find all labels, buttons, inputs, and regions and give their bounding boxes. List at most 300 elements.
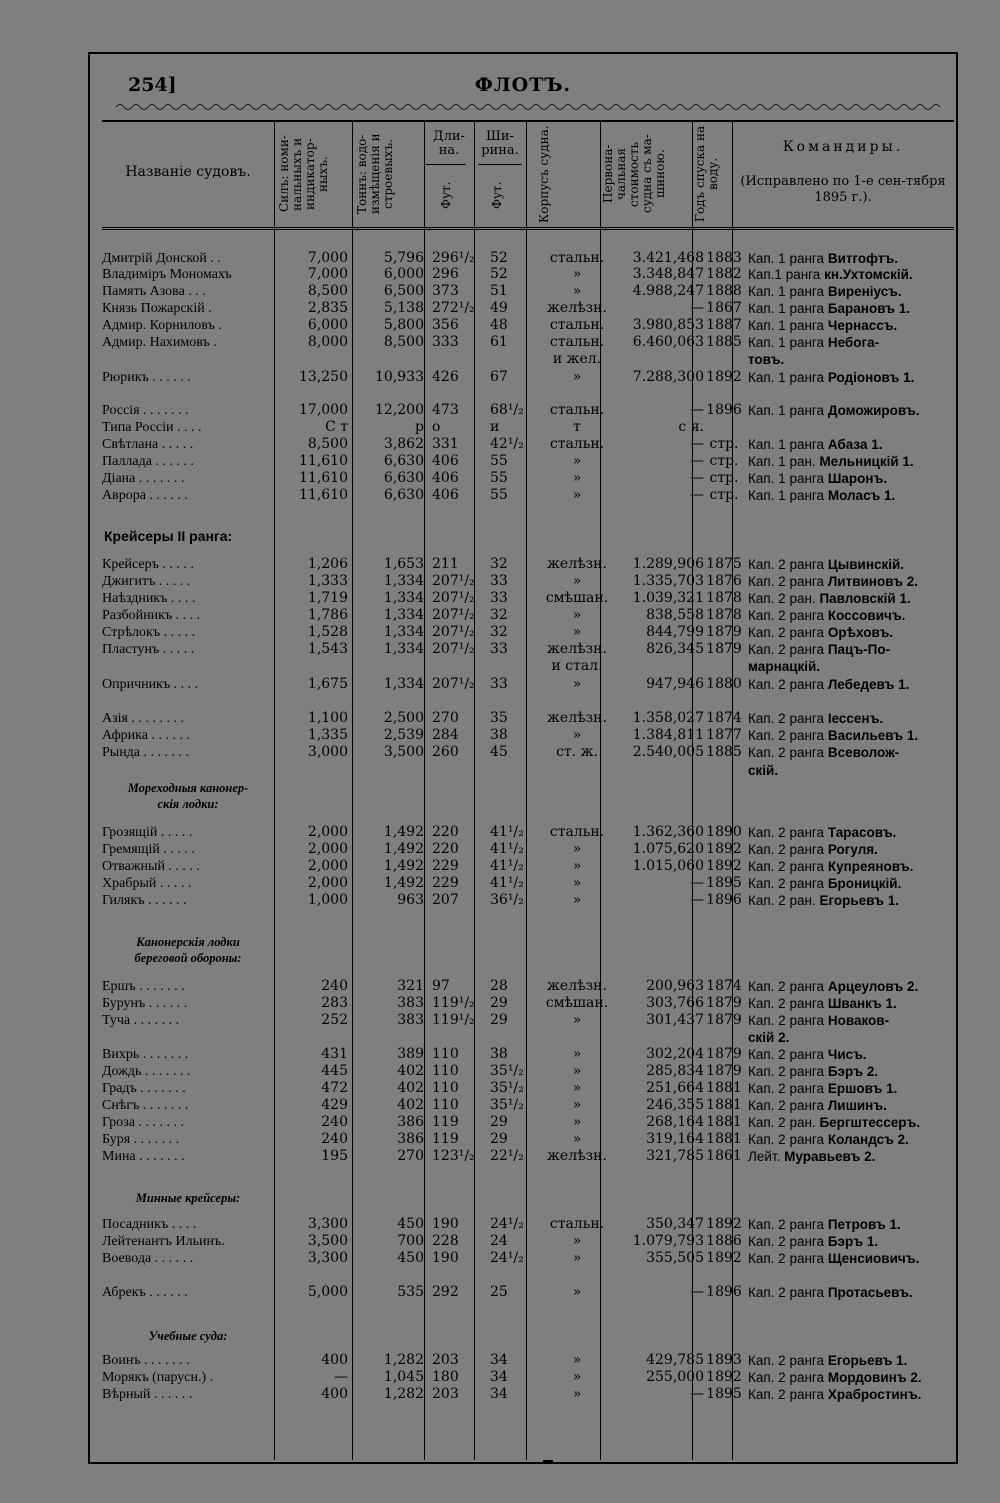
cell-hp: С т [325, 419, 348, 435]
page-number: 254] [128, 74, 177, 96]
table-row [102, 1216, 954, 1233]
cell-year: 1874 [706, 710, 742, 726]
cell-year: 1881 [706, 1080, 742, 1096]
cell-tons: 402 [397, 1097, 424, 1113]
commander-rank: Кап. 1 ранга [748, 301, 825, 316]
cell-hull: » [572, 1233, 582, 1249]
cell-hull: » [572, 875, 582, 891]
table-row [102, 453, 954, 470]
commander-rank: Кап. 2 ранга [748, 876, 825, 891]
commander-name: Витгофтъ. [827, 251, 899, 266]
commander-name: Родіоновъ 1. [827, 370, 915, 385]
cell-name: Князь Пожарскій . [102, 301, 212, 316]
cell-w: 41¹/₂ [490, 858, 524, 874]
cell-hull: » [572, 892, 582, 908]
commander-rank: Кап. 1 ранга [748, 471, 825, 486]
cell-hull: » [572, 858, 582, 874]
cell-year: 1886 [706, 1233, 742, 1249]
cell-hp: 252 [321, 1012, 348, 1028]
cell-len: 110 [432, 1063, 459, 1079]
cell-cost: — [690, 487, 704, 503]
cell-cost: 268,164 [646, 1114, 704, 1130]
cell-name: Туча . . . . . . . [102, 1013, 180, 1028]
cell-commander [748, 436, 968, 453]
cell-w: и [490, 419, 500, 435]
commander-rank: Кап. 2 ран. [748, 591, 816, 606]
cell-len: 203 [432, 1352, 459, 1368]
cell-len: 119 [432, 1131, 459, 1147]
cell-year: стр. [709, 436, 739, 452]
table-row [102, 1352, 954, 1369]
cell-name: Ершъ . . . . . . . [102, 979, 185, 994]
cell-len: 207¹/₂ [432, 641, 475, 657]
commander-name: Петровъ 1. [827, 1217, 901, 1232]
cell-year: 1892 [706, 1216, 742, 1232]
commander-name: Шванкъ 1. [827, 996, 897, 1011]
commander-rank: Кап. 2 ранга [748, 996, 825, 1011]
cell-year: 1875 [706, 556, 742, 572]
cell-year: 1892 [706, 841, 742, 857]
table-row [102, 892, 954, 909]
cell-year: 1896 [706, 892, 742, 908]
commander-name: Арцеуловъ 2. [827, 979, 919, 994]
cell-hull: стальн. [549, 334, 605, 350]
cell-hull: » [572, 1250, 582, 1266]
cell-hull: » [572, 1097, 582, 1113]
commander-name: Шаронъ. [827, 471, 888, 486]
cell-hull: желѣзн. [547, 556, 607, 572]
cell-len: 260 [432, 744, 459, 760]
cell-tons: 383 [397, 1012, 424, 1028]
cell-hp: 431 [321, 1046, 348, 1062]
cell-name: Наѣздникъ . . . . [102, 591, 196, 606]
cell-tons: 8,500 [383, 334, 424, 350]
cell-name: Опричникъ . . . . [102, 677, 199, 692]
cell-year: 1892 [706, 858, 742, 874]
cell-hp: 472 [321, 1080, 348, 1096]
col-header-width-unit: Фут. [490, 181, 504, 209]
cell-cost: 838,558 [646, 607, 704, 623]
cell-tons: 386 [397, 1114, 424, 1130]
cell-len: 110 [432, 1046, 459, 1062]
cell-hp: 445 [321, 1063, 348, 1079]
cell-year: 1867 [706, 300, 742, 316]
cell-cost: 302,204 [646, 1046, 704, 1062]
cell-commander [748, 1012, 968, 1029]
cell-commander [748, 1046, 968, 1063]
cell-commander [748, 624, 968, 641]
cell-tons: 535 [397, 1284, 424, 1300]
cell-len: 207¹/₂ [432, 676, 475, 692]
section-training-ships: Учебные суда: [148, 1329, 228, 1343]
cell-hp: — [334, 1369, 348, 1385]
cell-w: 33 [490, 641, 508, 657]
cell-len: 119 [432, 1114, 459, 1130]
commander-rank: Кап. 2 ранга [748, 1234, 825, 1249]
cell-cost: 947,946 [646, 676, 704, 692]
commander-name: Ершовъ 1. [827, 1081, 898, 1096]
cell-hull: » [572, 283, 582, 299]
cell-commander [748, 1250, 968, 1267]
cell-len: 272¹/₂ [432, 300, 475, 316]
commander-name: Муравьевъ 2. [784, 1149, 876, 1164]
commander-rank: Кап. 2 ранга [748, 1098, 825, 1113]
table-row [102, 436, 954, 453]
cell-year: 1892 [706, 1250, 742, 1266]
table-row [102, 1080, 954, 1097]
col-header-cost: Первона-чальная стоимость судна съ ма-шиною. [601, 134, 667, 214]
cell-year: 1879 [706, 1012, 742, 1028]
cell-hp: 2,000 [307, 824, 348, 840]
col-header-commanders: Командиры. [782, 139, 904, 155]
cell-len: 97 [432, 978, 450, 994]
table-row [102, 1386, 954, 1403]
cell-year: 1882 [706, 266, 742, 282]
commander-name: Рогуля. [827, 842, 878, 857]
table-row [102, 710, 954, 727]
cell-tons: 10,933 [375, 369, 424, 385]
decorative-rule [116, 102, 940, 112]
cell-len: 190 [432, 1250, 459, 1266]
cell-cost: 1.358,027 [632, 710, 704, 726]
table-row [102, 1369, 954, 1386]
table-row [102, 1284, 954, 1301]
cell-tons: 402 [397, 1063, 424, 1079]
cell-tons: 5,796 [383, 250, 424, 266]
cell-cost: 285,834 [646, 1063, 704, 1079]
cell-commander [748, 283, 968, 300]
cell-commander [748, 1131, 968, 1148]
cell-hp: 1,719 [307, 590, 348, 606]
cell-cost: 251,664 [646, 1080, 704, 1096]
cell-commander [748, 369, 968, 386]
cell-hull: и жел. [552, 351, 602, 367]
cell-cost: 1.079,793 [632, 1233, 704, 1249]
cell-commander [748, 556, 968, 573]
cell-year: 1892 [706, 1369, 742, 1385]
cell-name: Джигитъ . . . . . [102, 574, 191, 589]
commander-rank: Кап. 2 ранга [748, 1285, 825, 1300]
cell-cost: — [690, 875, 704, 891]
cell-hp: 400 [321, 1386, 348, 1402]
cell-cost: 1.015,060 [632, 858, 704, 874]
table-row [102, 317, 954, 334]
cell-cost: 321,785 [646, 1148, 704, 1164]
cell-commander [748, 300, 968, 317]
cell-w: 45 [490, 744, 508, 760]
cell-w: 29 [490, 995, 508, 1011]
cell-w: 34 [490, 1352, 508, 1368]
cell-name: Пластунъ . . . . . [102, 642, 195, 657]
cell-commander [748, 658, 968, 675]
cell-name: Типа Россіи . . . . [102, 420, 202, 435]
cell-hp: 3,000 [307, 744, 348, 760]
cell-year: стр. [709, 453, 739, 469]
cell-commander [748, 317, 968, 334]
cell-cost: 1.384,811 [632, 727, 704, 743]
commander-name: Іессенъ. [827, 711, 884, 726]
cell-name: Абрекъ . . . . . . [102, 1285, 188, 1300]
cell-hp: 6,000 [307, 317, 348, 333]
cell-year: 1890 [706, 824, 742, 840]
cell-name: Стрѣлокъ . . . . . [102, 625, 196, 640]
commander-rank: Кап. 2 ранга [748, 745, 825, 760]
col-header-year: Годъ спуска на воду. [693, 125, 720, 223]
cell-name: Азія . . . . . . . . [102, 711, 184, 726]
cell-hull: » [572, 1386, 582, 1402]
commander-rank: Кап. 2 ранга [748, 728, 825, 743]
cell-hull: желѣзн. [547, 300, 607, 316]
cell-year: 1896 [706, 402, 742, 418]
cell-commander [748, 1233, 968, 1250]
commander-rank: Кап.1 ранга [748, 267, 821, 282]
cell-hp: 2,000 [307, 858, 348, 874]
cell-year: стр. [709, 470, 739, 486]
cell-hull: » [572, 1284, 582, 1300]
cell-hp: 195 [321, 1148, 348, 1164]
cell-year: 1893 [706, 1352, 742, 1368]
table-row [102, 1250, 954, 1267]
cell-name: Грозящій . . . . . [102, 825, 193, 840]
cell-tons: 1,334 [383, 624, 424, 640]
cell-len: 119¹/₂ [432, 995, 475, 1011]
commander-name: Моласъ 1. [827, 488, 896, 503]
table-row [102, 841, 954, 858]
cell-len: 207¹/₂ [432, 573, 475, 589]
commander-name: Храбростинъ. [827, 1387, 922, 1402]
cell-w: 34 [490, 1369, 508, 1385]
cell-tons: 383 [397, 995, 424, 1011]
cell-hp: 7,000 [307, 250, 348, 266]
cell-commander [748, 573, 968, 590]
cell-year: 1883 [706, 250, 742, 266]
cell-commander [748, 995, 968, 1012]
cell-tons: 6,000 [383, 266, 424, 282]
cell-commander [748, 1386, 968, 1403]
commander-name: Васильевъ 1. [827, 728, 919, 743]
cell-name: Мина . . . . . . . [102, 1149, 185, 1164]
length-unit-rule [424, 164, 466, 165]
cell-hp: 2,835 [307, 300, 348, 316]
cell-year: 1876 [706, 573, 742, 589]
cell-year: 1879 [706, 624, 742, 640]
cell-year: 1896 [706, 1284, 742, 1300]
cell-cost: 1.289,906 [632, 556, 704, 572]
cell-commander [748, 1063, 968, 1080]
width-unit-rule [478, 164, 522, 165]
cell-cost: 303,766 [646, 995, 704, 1011]
cell-hull: стальн. [549, 402, 605, 418]
cell-hp: 3,300 [307, 1250, 348, 1266]
cell-commander [748, 351, 968, 368]
cell-cost: — [690, 470, 704, 486]
cell-tons: 700 [397, 1233, 424, 1249]
cell-tons: 6,630 [383, 453, 424, 469]
commander-name: Бэръ 1. [827, 1234, 879, 1249]
cell-len: 211 [432, 556, 459, 572]
cell-cost: 826,345 [646, 641, 704, 657]
cell-w: 49 [490, 300, 508, 316]
table-header-rule [102, 227, 954, 230]
cell-name: Гилякъ . . . . . . [102, 893, 187, 908]
cell-w: 51 [490, 283, 508, 299]
cell-name: Снѣгъ . . . . . . . [102, 1098, 189, 1113]
cell-name: Африка . . . . . . [102, 728, 190, 743]
cell-tons: 450 [397, 1216, 424, 1232]
cell-commander [748, 978, 968, 995]
cell-len: 220 [432, 841, 459, 857]
cell-cost: 2.540,005 [632, 744, 704, 760]
cell-tons: 6,630 [383, 487, 424, 503]
cell-hull: » [572, 470, 582, 486]
cell-commander [748, 266, 968, 283]
cell-year: 1887 [706, 317, 742, 333]
cell-name: Память Азова . . . [102, 284, 206, 299]
cell-name: Россія . . . . . . . [102, 403, 189, 418]
commander-name: Егорьевъ 1. [827, 1353, 908, 1368]
cell-len: 110 [432, 1080, 459, 1096]
cell-w: 55 [490, 487, 508, 503]
cell-w: 32 [490, 607, 508, 623]
table-row [102, 250, 954, 267]
col-header-commanders-note: (Исправлено по 1-е сен-тября 1895 г.). [740, 174, 946, 205]
table-row [102, 744, 954, 761]
cell-tons: р [415, 419, 424, 435]
cell-tons: 270 [397, 1148, 424, 1164]
cell-cost: — [690, 1284, 704, 1300]
cell-hp: 11,610 [299, 470, 348, 486]
cell-tons: 1,653 [383, 556, 424, 572]
table-row [102, 470, 954, 487]
cell-hull: » [572, 676, 582, 692]
cell-len: о [432, 419, 441, 435]
cell-w: 24 [490, 1233, 508, 1249]
section-cruisers-2: Крейсеры II ранга: [104, 528, 233, 544]
cell-commander [748, 487, 968, 504]
cell-hp: 17,000 [299, 402, 348, 418]
cell-hull: стальн. [549, 1216, 605, 1232]
cell-len: 473 [432, 402, 459, 418]
cell-w: 35¹/₂ [490, 1097, 524, 1113]
col-header-width: Ши-рина. [481, 129, 519, 158]
cell-hull: стальн. [549, 824, 605, 840]
cell-tons: 3,500 [383, 744, 424, 760]
cell-commander [748, 762, 968, 779]
cell-tons: 1,492 [383, 858, 424, 874]
section-seagoing-gunboats-a: Мореходныя канонер- [127, 781, 249, 795]
cell-w: 24¹/₂ [490, 1216, 524, 1232]
cell-w: 29 [490, 1114, 508, 1130]
table-row [102, 1046, 954, 1063]
commander-name: Чернассъ. [827, 318, 898, 333]
cell-len: 296¹/₂ [432, 250, 475, 266]
cell-year: стр. [709, 487, 739, 503]
cell-hp: 11,610 [299, 487, 348, 503]
cell-cost: 1.335,703 [632, 573, 704, 589]
commander-rank: Кап. 2 ранга [748, 1064, 825, 1079]
commander-rank: Кап. 2 ранга [748, 842, 825, 857]
cell-hp: 13,250 [299, 369, 348, 385]
cell-len: 203 [432, 1386, 459, 1402]
cell-commander [748, 1148, 968, 1165]
cell-commander [748, 858, 968, 875]
commander-name: скій 2. [748, 1030, 790, 1045]
cell-hull: » [572, 1080, 582, 1096]
cell-cost: 200,963 [646, 978, 704, 994]
cell-commander [748, 744, 968, 761]
table-row [102, 419, 954, 436]
cell-commander [748, 875, 968, 892]
cell-name: Воинъ . . . . . . . [102, 1353, 190, 1368]
table-row [102, 1012, 954, 1029]
cell-commander [748, 676, 968, 693]
commander-rank: Кап. 1 ранга [748, 335, 825, 350]
table-row [102, 1097, 954, 1114]
cell-cost: 4.988,247 [632, 283, 704, 299]
table-row [102, 1029, 954, 1046]
commander-rank: Кап. 1 ранга [748, 370, 825, 385]
commander-rank: Кап. 1 ранга [748, 437, 825, 452]
cell-commander [748, 470, 968, 487]
cell-tons: 389 [397, 1046, 424, 1062]
cell-w: 35¹/₂ [490, 1063, 524, 1079]
cell-hp: 2,000 [307, 875, 348, 891]
commander-name: Абаза 1. [827, 437, 883, 452]
commander-name: Доможировъ. [827, 403, 920, 418]
cell-len: 292 [432, 1284, 459, 1300]
cell-hp: 8,000 [307, 334, 348, 350]
cell-cost: 7.288,300 [632, 369, 704, 385]
cell-hp: 7,000 [307, 266, 348, 282]
commander-name: Коландсъ 2. [827, 1132, 909, 1147]
cell-hp: 1,100 [307, 710, 348, 726]
cell-len: 229 [432, 875, 459, 891]
commander-rank: Кап. 2 ранга [748, 1013, 825, 1028]
cell-cost: — [690, 1386, 704, 1402]
section-torpedo-cruisers: Минные крейсеры: [135, 1191, 241, 1205]
cell-tons: 5,800 [383, 317, 424, 333]
cell-hull: и стал. [551, 658, 603, 674]
commander-name: Щенсиовичъ. [827, 1251, 920, 1266]
commander-name: Орѣховъ. [827, 625, 894, 640]
section-seagoing-gunboats-b: скія лодки: [157, 797, 219, 811]
cell-tons: 2,500 [383, 710, 424, 726]
cell-w: 52 [490, 250, 508, 266]
commander-name: скій. [748, 763, 779, 778]
cell-hull: стальн. [549, 250, 605, 266]
cell-hp: 240 [321, 978, 348, 994]
cell-commander [748, 1216, 968, 1233]
cell-w: 68¹/₂ [490, 402, 524, 418]
cell-cost: 1.039,321 [632, 590, 704, 606]
cell-len: 207¹/₂ [432, 607, 475, 623]
cell-tons: 402 [397, 1080, 424, 1096]
cell-name: Діана . . . . . . . [102, 471, 185, 486]
cell-hull: » [572, 1369, 582, 1385]
commander-rank: Кап. 1 ранга [748, 251, 825, 266]
cell-len: 207¹/₂ [432, 624, 475, 640]
cell-tons: 3,862 [383, 436, 424, 452]
cell-year: 1878 [706, 607, 742, 623]
cell-tons: 5,138 [383, 300, 424, 316]
cell-name: Рюрикъ . . . . . . [102, 370, 191, 385]
cell-hull: » [572, 1012, 582, 1028]
cell-commander [748, 1114, 968, 1131]
cell-tons: 2,539 [383, 727, 424, 743]
cell-cost: — [690, 892, 704, 908]
cell-name: Градъ . . . . . . . [102, 1081, 186, 1096]
commander-rank: Кап. 2 ранга [748, 1387, 825, 1402]
